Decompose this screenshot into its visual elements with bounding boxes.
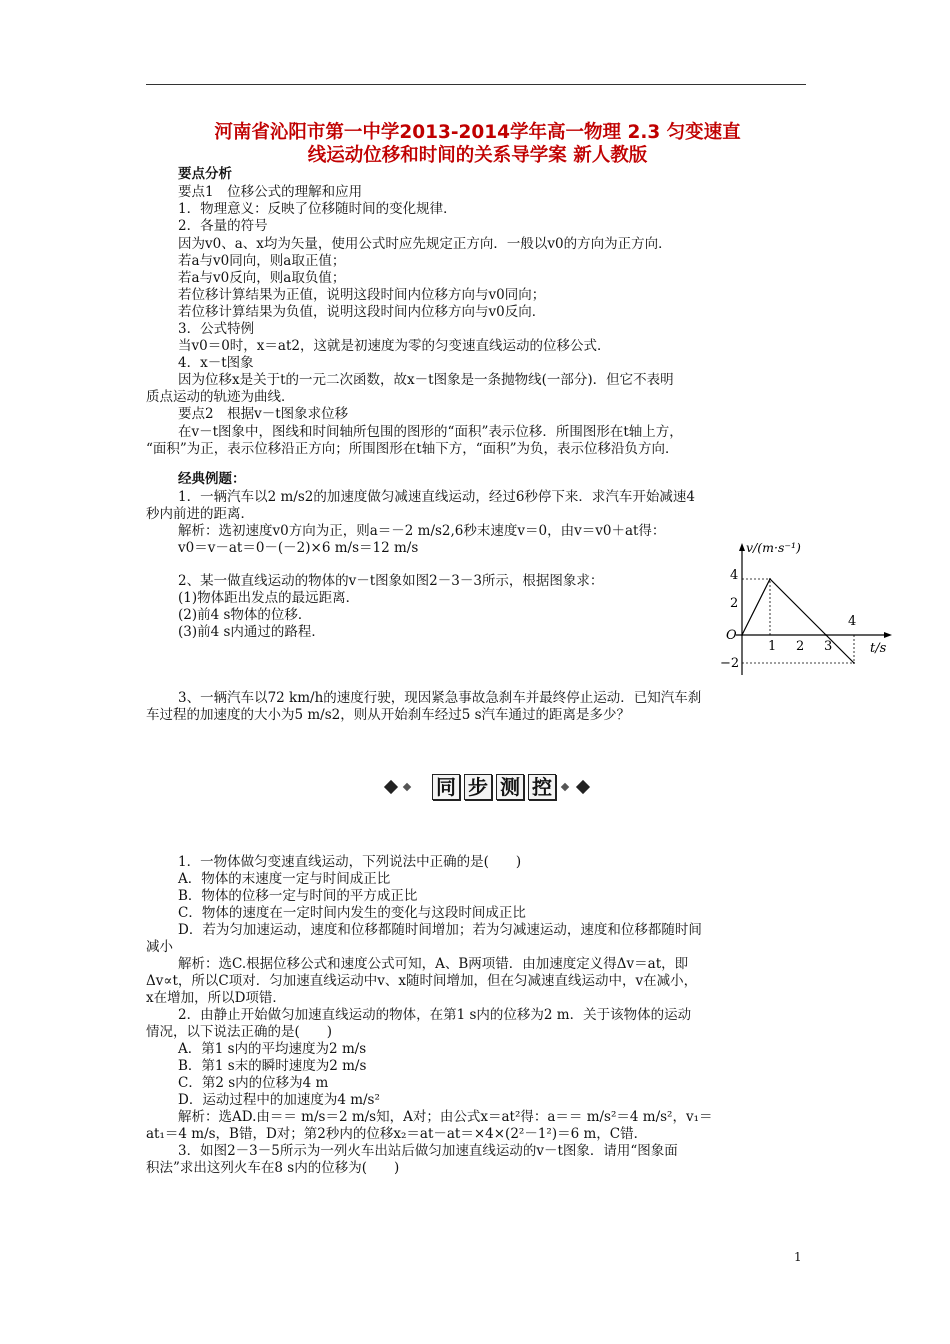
example-1-solution: 解析：选初速度v0方向为正，则a＝－2 m/s2,6秒末速度v＝0，由v＝v0＋at得：	[178, 523, 666, 539]
question-2-text: 2．由静止开始做匀加速直线运动的物体，在第1 s内的位移为2 m．关于该物体的运动	[178, 1007, 692, 1023]
question-2-option: A．第1 s内的平均速度为2 m/s	[178, 1041, 367, 1057]
question-2-solution: at₁＝4 m/s，B错，D对；第2秒内的位移x₂＝at－at＝×4×(2²－1²)＝6 m，C错．	[146, 1126, 648, 1142]
text-line: 在v－t图象中，图线和时间轴所包围的图形的“面积”表示位移．所围图形在t轴上方，	[178, 424, 683, 440]
data-point	[741, 634, 743, 636]
origin-label: O	[726, 628, 737, 643]
text-line: 质点运动的轨迹为曲线．	[146, 389, 295, 405]
question-1-option: D．若为匀加速运动，速度和位移都随时间增加；若为匀减速运动，速度和位移都随时间	[178, 922, 702, 938]
section-heading-key-points: 要点分析	[178, 166, 232, 182]
question-1-solution: x在增加，所以D项错．	[146, 990, 286, 1006]
example-1-text: 秒内前进的距离．	[146, 506, 254, 522]
diamond-icon	[576, 780, 590, 794]
text-line: 因为位移x是关于t的一元二次函数，故x－t图象是一条抛物线(一部分)．但它不表明	[178, 372, 674, 388]
document-title-line-2: 线运动位移和时间的关系导学案 新人教版	[307, 145, 648, 166]
sync-practice-banner	[382, 774, 594, 802]
question-2-text: 情况，以下说法正确的是( )	[146, 1024, 333, 1040]
example-1-solution: v0＝v－at＝0－(－2)×6 m/s＝12 m/s	[178, 540, 419, 556]
question-2-solution: 解析：选AD.由＝＝ m/s＝2 m/s知，A对；由公式x＝at²得：a＝＝ m/s²＝4 m/s²，v₁＝	[178, 1109, 713, 1125]
question-1-option: 减小	[146, 939, 173, 955]
key-point-1-heading: 要点1 位移公式的理解和应用	[178, 184, 363, 200]
y-tick-label: −2	[720, 656, 740, 671]
example-2-item: (1)物体距出发点的最远距离．	[178, 590, 360, 606]
x-tick-label: 3	[824, 639, 833, 654]
example-2-text: 2、某一做直线运动的物体的v－t图象如图2－3－3所示，根据图象求：	[178, 573, 604, 589]
y-axis-label: v/(m·s⁻¹)	[746, 540, 801, 555]
text-line: 当v0＝0时，x＝at2，这就是初速度为零的匀变速直线运动的位移公式．	[178, 338, 611, 354]
example-3-text: 3、一辆汽车以72 km/h的速度行驶，现因紧急事故急刹车并最终停止运动．已知汽车刹	[178, 690, 702, 706]
y-tick-label: 2	[730, 596, 739, 611]
question-3-text: 3．如图2－3－5所示为一列火车出站后做匀加速直线运动的v－t图象．请用“图象面	[178, 1143, 678, 1159]
text-line: 若位移计算结果为正值，说明这段时间内位移方向与v0同向；	[178, 287, 546, 303]
text-line: 1．物理意义：反映了位移随时间的变化规律．	[178, 201, 457, 217]
question-1-option: C．物体的速度在一定时间内发生的变化与这段时间成正比	[178, 905, 526, 921]
data-point	[853, 662, 855, 664]
data-point	[825, 634, 827, 636]
example-1-text: 1．一辆汽车以2 m/s2的加速度做匀减速直线运动，经过6秒停下来．求汽车开始减速4	[178, 489, 696, 505]
x-tick-label: 1	[768, 639, 777, 654]
question-1-option: B．物体的位移一定与时间的平方成正比	[178, 888, 418, 904]
banner-char: 测	[496, 774, 524, 800]
diamond-icon	[403, 783, 411, 791]
x-tick-label: 2	[796, 639, 805, 654]
text-line: “面积”为正，表示位移沿正方向；所围图形在t轴下方，“面积”为负，表示位移沿负方向．	[146, 441, 679, 457]
key-point-2-heading: 要点2 根据v－t图象求位移	[178, 406, 349, 422]
header-rule	[146, 84, 806, 85]
banner-char: 步	[464, 774, 492, 800]
text-line: 若a与v0同向，则a取正值；	[178, 253, 346, 269]
document-title-line-1: 河南省沁阳市第一中学2013-2014学年高一物理 2.3 匀变速直	[214, 122, 741, 143]
question-2-option: B．第1 s末的瞬时速度为2 m/s	[178, 1058, 367, 1074]
question-2-option: D．运动过程中的加速度为4 m/s²	[178, 1092, 380, 1108]
x-tick-label: 4	[848, 614, 857, 629]
banner-char: 控	[528, 774, 556, 800]
diamond-icon	[561, 783, 569, 791]
example-3-text: 车过程的加速度的大小为5 m/s2，则从开始刹车经过5 s汽车通过的距离是多少？	[146, 707, 631, 723]
text-line: 若位移计算结果为负值，说明这段时间内位移方向与v0反向．	[178, 304, 546, 320]
question-1-solution: 解析：选C.根据位移公式和速度公式可知，A、B两项错．由加速度定义得Δv＝at，即	[178, 956, 689, 972]
text-line: 2．各量的符号	[178, 218, 268, 234]
x-axis-label: t/s	[870, 641, 887, 656]
diamond-icon	[384, 780, 398, 794]
text-line: 若a与v0反向，则a取负值；	[178, 270, 346, 286]
page-number: 1	[794, 1250, 802, 1264]
example-2-item: (3)前4 s内通过的路程．	[178, 624, 325, 640]
question-1-solution: Δv∝t，所以C项对．匀加速直线运动中v、x随时间增加，但在匀减速直线运动中，v在减小，	[146, 973, 698, 989]
y-axis-arrow	[739, 543, 745, 551]
data-point	[769, 578, 771, 580]
text-line: 3．公式特例	[178, 321, 255, 337]
banner-char: 同	[432, 774, 460, 800]
question-2-option: C．第2 s内的位移为4 m	[178, 1075, 329, 1091]
example-2-item: (2)前4 s物体的位移．	[178, 607, 312, 623]
x-axis-arrow	[884, 632, 892, 638]
text-line: 因为v0、a、x均为矢量，使用公式时应先规定正方向．一般以v0的方向为正方向．	[178, 236, 672, 252]
text-line: 4．x－t图象	[178, 355, 254, 371]
question-1-option: A．物体的末速度一定与时间成正比	[178, 871, 391, 887]
question-1-text: 1．一物体做匀变速直线运动，下列说法中正确的是( )	[178, 854, 522, 870]
section-heading-examples: 经典例题：	[178, 471, 246, 487]
question-3-text: 积法”求出这列火车在8 s内的位移为( )	[146, 1160, 400, 1176]
vt-graph-figure	[712, 535, 902, 685]
y-tick-label: 4	[730, 568, 739, 583]
